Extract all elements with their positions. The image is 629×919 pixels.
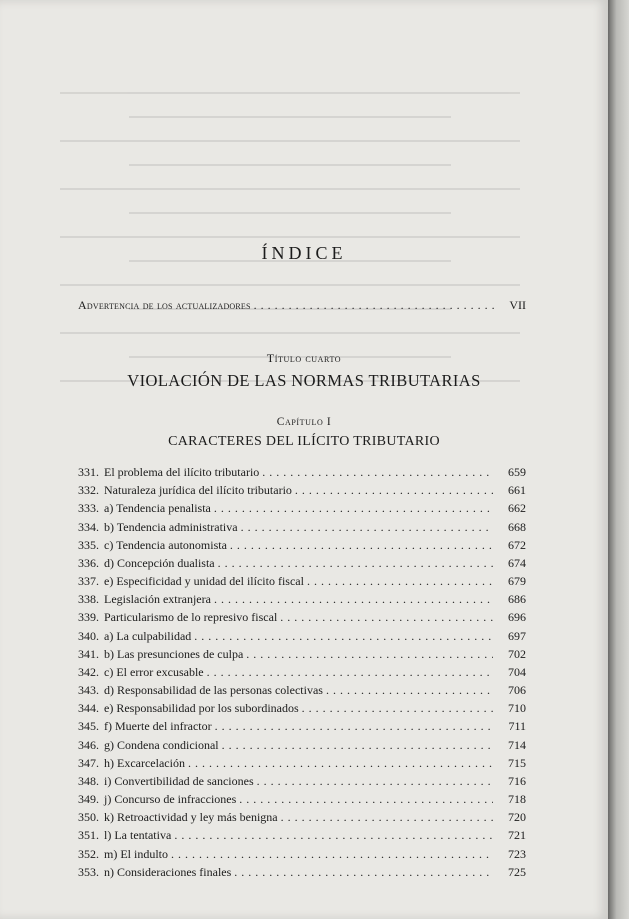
entry-text: c) Tendencia autonomista (104, 537, 227, 552)
entry-number: 350. (78, 810, 99, 825)
entry-text: n) Consideraciones finales (104, 864, 232, 879)
leader-dots (246, 645, 493, 663)
book-gutter-edge (608, 0, 629, 919)
advertencia-label: Advertencia de los actualizadores (78, 298, 251, 312)
entry-page: 674 (508, 555, 526, 570)
toc-entry (78, 863, 526, 881)
entry-page: 711 (508, 719, 526, 734)
leader-dots (262, 463, 493, 481)
entry-number: 348. (78, 773, 99, 788)
entry-page: 686 (508, 592, 526, 607)
entry-text: f) Muerte del infractor (104, 719, 212, 734)
toc-entry (78, 463, 526, 481)
entry-text: a) Tendencia penalista (104, 501, 211, 516)
toc-entry (78, 499, 526, 517)
entry-text: h) Excarcelación (104, 755, 185, 770)
toc-entry (78, 681, 526, 699)
toc-entry (78, 736, 526, 754)
entry-text: g) Condena condicional (104, 737, 219, 752)
entry-text: e) Especificidad y unidad del ilícito fiscal (104, 574, 304, 589)
entry-page: 696 (508, 610, 526, 625)
leader-dots (207, 663, 493, 681)
toc-entry (78, 645, 526, 663)
toc-entry (78, 845, 526, 863)
entry-page: 718 (508, 792, 526, 807)
chapter-heading: Capítulo I (276, 416, 332, 428)
entry-page: 725 (508, 864, 526, 879)
entry-number: 349. (78, 792, 99, 807)
entry-number: 340. (78, 628, 99, 643)
entry-page: 710 (508, 701, 526, 716)
toc-entry (78, 808, 526, 826)
entry-text: d) Responsabilidad de las personas colectivas (104, 683, 323, 698)
entry-page: 702 (508, 646, 526, 661)
entry-number: 331. (78, 465, 99, 479)
toc-entry (78, 754, 526, 772)
leader-dots (188, 754, 493, 772)
leader-dots (302, 699, 493, 717)
entry-number: 332. (78, 483, 99, 498)
leader-dots (295, 481, 493, 499)
entry-page: 661 (508, 483, 526, 498)
entry-page: 697 (508, 628, 526, 643)
entry-page: 679 (508, 574, 526, 589)
entry-number: 335. (78, 537, 99, 552)
entry-number: 333. (78, 501, 99, 516)
entry-number: 336. (78, 555, 99, 570)
entry-text: b) Tendencia administrativa (104, 519, 238, 534)
leader-dots (215, 717, 493, 735)
toc-entry (78, 772, 526, 790)
title-name: VIOLACIÓN DE LAS NORMAS TRIBUTARIAS (127, 371, 481, 390)
entry-number: 342. (78, 664, 99, 679)
entry-number: 352. (78, 846, 99, 861)
toc-entry (78, 554, 526, 572)
entry-page: 672 (508, 537, 526, 552)
title-heading: Título cuarto (266, 351, 342, 365)
entry-text: a) La culpabilidad (104, 628, 192, 643)
leader-dots (174, 826, 493, 844)
entry-number: 345. (78, 719, 99, 734)
toc-entry (78, 699, 526, 717)
entry-text: i) Convertibilidad de sanciones (104, 773, 254, 788)
leader-dots (214, 590, 493, 608)
entry-page: 668 (508, 519, 526, 534)
toc-entry (78, 536, 526, 554)
entry-number: 343. (78, 683, 99, 698)
leader-dots (194, 627, 493, 645)
entry-text: l) La tentativa (104, 828, 172, 843)
entry-text: k) Retroactividad y ley más benigna (104, 810, 278, 825)
entry-text: d) Concepción dualista (104, 555, 215, 570)
entry-page: 662 (508, 501, 526, 516)
entry-page: 715 (508, 755, 526, 770)
leader-dots (280, 608, 493, 626)
entry-number: 334. (78, 519, 99, 534)
entry-page: 659 (508, 465, 526, 479)
leader-dots (257, 772, 493, 790)
advertencia-page: VII (509, 298, 526, 312)
toc-entry (78, 518, 526, 536)
entry-page: 704 (508, 664, 526, 679)
entry-text: b) Las presunciones de culpa (104, 646, 244, 661)
toc-entry (78, 717, 526, 735)
toc-entry (78, 590, 526, 608)
entry-number: 344. (78, 701, 99, 716)
leader-dots (230, 536, 493, 554)
leader-dots (222, 736, 493, 754)
entry-text: Particularismo de lo represivo fiscal (104, 610, 278, 625)
entry-text: m) El indulto (104, 846, 168, 861)
leader-dots (307, 572, 493, 590)
toc-list (78, 463, 526, 881)
entry-text: j) Concurso de infracciones (104, 792, 237, 807)
entry-text: Naturaleza jurídica del ilícito tributario (104, 483, 292, 498)
entry-number: 339. (78, 610, 99, 625)
leader-dots (241, 518, 493, 536)
toc-entry (78, 663, 526, 681)
entry-number: 346. (78, 737, 99, 752)
toc-entry (78, 790, 526, 808)
leader-dots (281, 808, 493, 826)
entry-page: 723 (508, 846, 526, 861)
entry-number: 341. (78, 646, 99, 661)
entry-number: 337. (78, 574, 99, 589)
entry-text: c) El error excusable (104, 664, 204, 679)
entry-number: 347. (78, 755, 99, 770)
entry-text: Legislación extranjera (104, 592, 211, 607)
toc-entry (78, 608, 526, 626)
entry-page: 716 (508, 773, 526, 788)
entry-number: 351. (78, 828, 99, 843)
chapter-name: CARACTERES DEL ILÍCITO TRIBUTARIO (168, 434, 440, 449)
index-title: ÍNDICE (261, 243, 347, 263)
leader-dots (214, 499, 493, 517)
entry-page: 714 (508, 737, 526, 752)
toc-entry (78, 826, 526, 844)
entry-text: El problema del ilícito tributario (104, 465, 260, 479)
entry-number: 353. (78, 864, 99, 879)
leader-dots (171, 845, 493, 863)
entry-page: 720 (508, 810, 526, 825)
toc-entry (78, 572, 526, 590)
leader-dots (254, 298, 499, 313)
leader-dots (234, 863, 493, 881)
leader-dots (326, 681, 493, 699)
advertencia-entry (78, 298, 526, 313)
entry-number: 338. (78, 592, 99, 607)
entry-text: e) Responsabilidad por los subordinados (104, 701, 299, 716)
entry-page: 706 (508, 683, 526, 698)
leader-dots (218, 554, 493, 572)
leader-dots (239, 790, 493, 808)
entry-page: 721 (508, 828, 526, 843)
toc-entry (78, 627, 526, 645)
toc-entry (78, 481, 526, 499)
